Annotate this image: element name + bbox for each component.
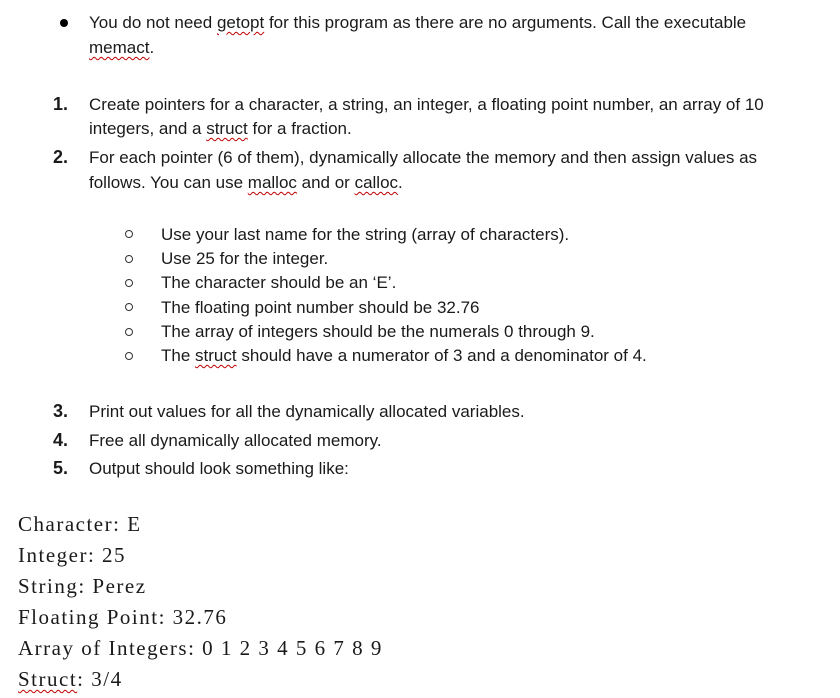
step-2-text-c: . — [398, 173, 403, 192]
step-1-line-1: Create pointers for a character, a string, an integer, a floating point number, an array of 10 — [89, 95, 764, 114]
sub-item: Use your last name for the string (array of characters). — [161, 225, 570, 244]
output-floating-point: Floating Point: 32.76 — [18, 605, 228, 629]
step-3-text: Print out values for all the dynamically allocated variables. — [89, 402, 525, 421]
circle-bullet-icon — [125, 303, 133, 311]
output-integer: Integer: 25 — [18, 543, 127, 567]
sub-item — [161, 343, 647, 368]
step-number-3: 3. — [53, 401, 69, 421]
step-2-line-2 — [89, 170, 403, 195]
output-character: Character: E — [18, 512, 142, 536]
sub-item-text-a: The — [161, 346, 196, 365]
sub-item: The character should be an ‘E’. — [161, 273, 397, 292]
word-malloc: malloc — [247, 173, 297, 192]
circle-bullet-icon — [125, 328, 133, 336]
bullet-icon — [60, 19, 68, 27]
word-calloc: calloc — [354, 173, 399, 192]
word-struct: struct — [206, 119, 248, 138]
step-2-text-a: follows. You can use — [89, 173, 248, 192]
sub-item: The floating point number should be 32.76 — [161, 298, 480, 317]
output-struct-value: : 3/4 — [77, 667, 123, 691]
circle-bullet-icon — [125, 230, 133, 238]
word-struct: struct — [195, 346, 237, 365]
step-number-4: 4. — [53, 430, 69, 450]
intro-line-2 — [89, 35, 154, 60]
step-1-text-b: for a fraction. — [247, 119, 352, 138]
step-2-text-b: and or — [296, 173, 355, 192]
intro-text-b: for this program as there are no arguments. Call the executable — [264, 13, 747, 32]
circle-bullet-icon — [125, 255, 133, 263]
sub-item: The array of integers should be the numerals 0 through 9. — [161, 322, 595, 341]
step-number-2: 2. — [53, 147, 69, 167]
step-number-5: 5. — [53, 458, 69, 478]
step-1-line-2 — [89, 116, 352, 141]
step-number-1: 1. — [53, 94, 69, 114]
step-5-text: Output should look something like: — [89, 459, 349, 478]
sub-item: Use 25 for the integer. — [161, 249, 329, 268]
intro-line-1 — [89, 10, 746, 35]
output-string: String: Perez — [18, 574, 147, 598]
step-4-text: Free all dynamically allocated memory. — [89, 431, 382, 450]
circle-bullet-icon — [125, 279, 133, 287]
word-memact: memact — [89, 38, 150, 57]
step-1-text-a: integers, and a — [89, 119, 207, 138]
output-struct — [18, 664, 123, 695]
intro-text-c: . — [149, 38, 155, 57]
step-2-line-1: For each pointer (6 of them), dynamically allocate the memory and then assign values as — [89, 148, 758, 167]
word-struct: Struct — [18, 667, 78, 691]
intro-text-a: You do not need — [89, 13, 217, 32]
circle-bullet-icon — [125, 352, 133, 360]
sub-item-text-b: should have a numerator of 3 and a denominator of 4. — [236, 346, 647, 365]
output-array: Array of Integers: 0 1 2 3 4 5 6 7 8 9 — [18, 636, 383, 660]
word-getopt: getopt — [216, 13, 265, 32]
